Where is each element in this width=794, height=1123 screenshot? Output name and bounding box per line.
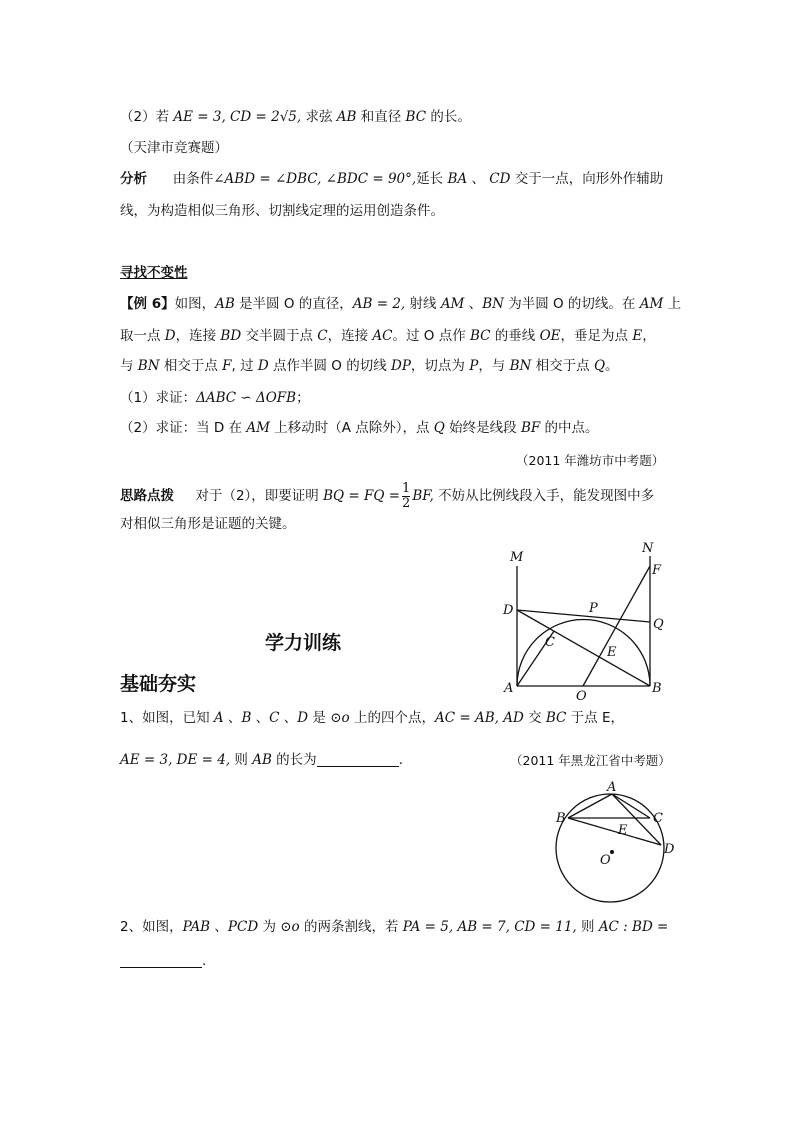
- ex6-q-2: Q: [433, 420, 445, 436]
- hint-bf: BF,: [412, 488, 434, 504]
- analysis-cd: CD: [489, 171, 511, 187]
- ex6-l2f: 的垂线: [490, 328, 540, 344]
- section-training-title: 学力训练: [265, 632, 342, 654]
- q2-answer-blank[interactable]: [120, 967, 202, 968]
- semicircle-arc: [517, 620, 650, 687]
- part2-ab: AB: [336, 109, 357, 125]
- ex6-l3g: 相交于点: [531, 358, 594, 374]
- label-e: E: [607, 645, 617, 660]
- example6-source: （2011 年潍坊市中考题）: [516, 453, 665, 468]
- ex6-bd: BD: [220, 328, 242, 344]
- q1-a: 1、如图，已知: [120, 710, 214, 726]
- label-f: F: [652, 563, 662, 578]
- q2-line2: [120, 952, 206, 970]
- ex6-q2c: 始终是线段: [444, 420, 521, 436]
- ex6-am: AM: [440, 296, 465, 312]
- segment-bd: [568, 818, 661, 845]
- ex6-l2c: 交半圆于点: [241, 328, 318, 344]
- part2-text2: 和直径: [356, 109, 406, 125]
- label-o: O: [600, 853, 611, 868]
- hint-label: 思路点拨: [120, 488, 174, 504]
- ex6-l1c: 射线: [405, 296, 441, 312]
- ex6-q1a: （1）求证：: [120, 390, 197, 406]
- hint-a: 对于（2），即要证明: [195, 488, 324, 504]
- q2-expr: PA = 5, AB = 7, CD = 11,: [402, 919, 577, 935]
- example6-q1: [120, 389, 310, 407]
- ex6-l2h: ，: [642, 328, 656, 344]
- example6-label: 【例 6】: [120, 296, 175, 312]
- figure-semicircle: [490, 540, 670, 704]
- q1-BC: BC: [545, 710, 567, 726]
- label-a: A: [607, 780, 617, 795]
- q1-line1: [120, 709, 624, 727]
- part2-expr: AE = 3, CD = 2√5,: [173, 109, 302, 125]
- part2-text3: 的长。: [426, 109, 471, 125]
- q1-D: D: [297, 710, 309, 726]
- ex6-l3f: ，与: [478, 358, 510, 374]
- ex6-e: E: [632, 328, 643, 344]
- q1-circle: ⊙o: [330, 710, 350, 726]
- ex6-l1a: 如图，: [174, 296, 216, 312]
- q2-pcd: PCD: [227, 919, 259, 935]
- hint-num: 1: [402, 480, 411, 496]
- q2-a: 2、如图，: [120, 919, 183, 935]
- q1-answer-blank[interactable]: [317, 766, 399, 767]
- label-c: C: [545, 635, 555, 650]
- ex6-q1b: ；: [296, 390, 310, 406]
- q2-ratio: AC : BD =: [598, 919, 669, 935]
- q1-period: .: [398, 752, 403, 768]
- section-invariant-title: 寻找不变性: [120, 265, 188, 281]
- ex6-ac: AC: [372, 328, 393, 344]
- label-d: D: [503, 603, 514, 618]
- analysis-text-a: 由条件: [172, 171, 214, 187]
- ex6-bn: BN: [482, 296, 504, 312]
- part2-bc: BC: [405, 109, 427, 125]
- ex6-am-3: AM: [246, 420, 270, 436]
- q1-source: （2011 年黑龙江省中考题）: [510, 753, 671, 768]
- label-m: M: [510, 550, 524, 565]
- q2-pab: PAB: [182, 919, 211, 935]
- q2-period: .: [202, 953, 207, 969]
- label-q: Q: [653, 617, 664, 632]
- q1-expr1: AC = AB, AD: [434, 710, 524, 726]
- q1-sep2: 、: [251, 710, 270, 726]
- q1-line2: [120, 751, 403, 769]
- hint-fraction: [402, 482, 410, 511]
- label-n: N: [642, 541, 654, 556]
- q1-g: 的长为: [271, 752, 317, 768]
- q1-b: 是: [308, 710, 331, 726]
- ex6-l3c: , 过: [231, 358, 258, 374]
- ex6-l1d: 、: [464, 296, 483, 312]
- analysis-sep: 、: [467, 171, 490, 187]
- segment-db: [517, 610, 650, 686]
- example6-line3: [120, 357, 619, 375]
- hint-line1: [120, 478, 654, 514]
- ex6-f: F: [222, 358, 232, 374]
- ex6-bc: BC: [470, 328, 491, 344]
- q1-B: B: [241, 710, 252, 726]
- q2-b: 为: [258, 919, 281, 935]
- ex6-l2e: 。过 O 点作: [392, 328, 470, 344]
- q1-A: A: [213, 710, 224, 726]
- label-b: B: [556, 811, 566, 826]
- segment-dq: [517, 610, 650, 622]
- ex6-q2b: 上移动时（A 点除外），点: [269, 420, 434, 436]
- q1-C: C: [269, 710, 280, 726]
- figure-circle: [555, 782, 685, 907]
- ex6-d: D: [164, 328, 176, 344]
- analysis-line1: [120, 170, 663, 188]
- example6-line1: [120, 295, 681, 313]
- q1-f: 则: [230, 752, 253, 768]
- analysis-text-b: 延长: [416, 171, 448, 187]
- ex6-l2b: ，连接: [175, 328, 221, 344]
- part2-line: [120, 108, 471, 126]
- ex6-q: Q: [593, 358, 606, 374]
- label-b: B: [652, 681, 662, 696]
- analysis-ba: BA: [447, 171, 468, 187]
- hint-den: 2: [402, 495, 411, 511]
- circle-o: [556, 794, 664, 902]
- q1-c: 上的四个点，: [349, 710, 435, 726]
- ex6-l3d: 点作半圆 O 的切线: [268, 358, 391, 374]
- ex6-q1-expr: ΔABC ∽ ΔOFB: [196, 390, 297, 406]
- q2-line1: [120, 918, 668, 936]
- analysis-expr: ∠ABD = ∠DBC, ∠BDC = 90°,: [213, 171, 417, 187]
- ex6-ab: AB: [215, 296, 235, 312]
- ex6-l3h: 。: [605, 358, 619, 374]
- label-o: O: [576, 689, 587, 704]
- q1-sep1: 、: [223, 710, 242, 726]
- ex6-l2g: ，垂足为点: [560, 328, 633, 344]
- analysis-line2: 线，为构造相似三角形、切割线定理的运用创造条件。: [120, 203, 444, 219]
- segment-of: [583, 566, 650, 686]
- ex6-ab2: AB = 2,: [352, 296, 406, 312]
- ex6-l1e: 为半圆 O 的切线。在: [503, 296, 640, 312]
- ex6-l3e: ，切点为: [410, 358, 470, 374]
- label-c: C: [653, 811, 663, 826]
- label-a: A: [504, 681, 514, 696]
- ex6-l1b: 是半圆 O 的直径，: [234, 296, 353, 312]
- ex6-c: C: [317, 328, 328, 344]
- ex6-p: P: [469, 358, 479, 374]
- part2-text1: 求弦: [301, 109, 337, 125]
- label-e: E: [618, 823, 628, 838]
- ex6-dp: DP: [391, 358, 411, 374]
- ex6-q2a: （2）求证：当 D 在: [120, 420, 247, 436]
- q2-c: 的两条割线，若: [299, 919, 403, 935]
- hint-expr: BQ = FQ =: [323, 488, 401, 504]
- q1-d: 交: [523, 710, 546, 726]
- ex6-oe: OE: [539, 328, 561, 344]
- example6-line2: [120, 327, 656, 345]
- ex6-bn-2: BN: [137, 358, 160, 374]
- ex6-am-2: AM: [639, 296, 664, 312]
- section-basic-title: 基础夯实: [120, 673, 197, 695]
- source-tianjin: （天津市竞赛题）: [120, 140, 228, 156]
- ex6-l1f: 上: [663, 296, 682, 312]
- ex6-bn-3: BN: [509, 358, 532, 374]
- label-d: D: [664, 842, 675, 857]
- analysis-label: 分析: [120, 171, 147, 187]
- ex6-bf: BF: [520, 420, 541, 436]
- ex6-q2d: 的中点。: [540, 420, 599, 436]
- ex6-l2d: ，连接: [327, 328, 373, 344]
- q1-sep3: 、: [279, 710, 298, 726]
- q2-d: 则: [576, 919, 599, 935]
- q1-AB: AB: [252, 752, 272, 768]
- ex6-l3b: 相交于点: [159, 358, 223, 374]
- q2-circle: ⊙o: [280, 919, 300, 935]
- hint-b: 不妨从比例线段入手，能发现图中多: [433, 488, 655, 504]
- label-p: P: [589, 601, 598, 616]
- example6-q2: [120, 419, 599, 437]
- hint-line2: 对相似三角形是证题的关键。: [120, 516, 296, 532]
- ex6-l3a: 与: [120, 358, 138, 374]
- analysis-text-c: 交于一点，向形外作辅助: [510, 171, 664, 187]
- part2-prefix: （2）若: [120, 109, 174, 125]
- q1-e: 于点 E，: [566, 710, 625, 726]
- ex6-d-2: D: [257, 358, 269, 374]
- q1-expr2: AE = 3, DE = 4,: [120, 752, 231, 768]
- q2-sep: 、: [210, 919, 228, 935]
- ex6-l2a: 取一点: [120, 328, 165, 344]
